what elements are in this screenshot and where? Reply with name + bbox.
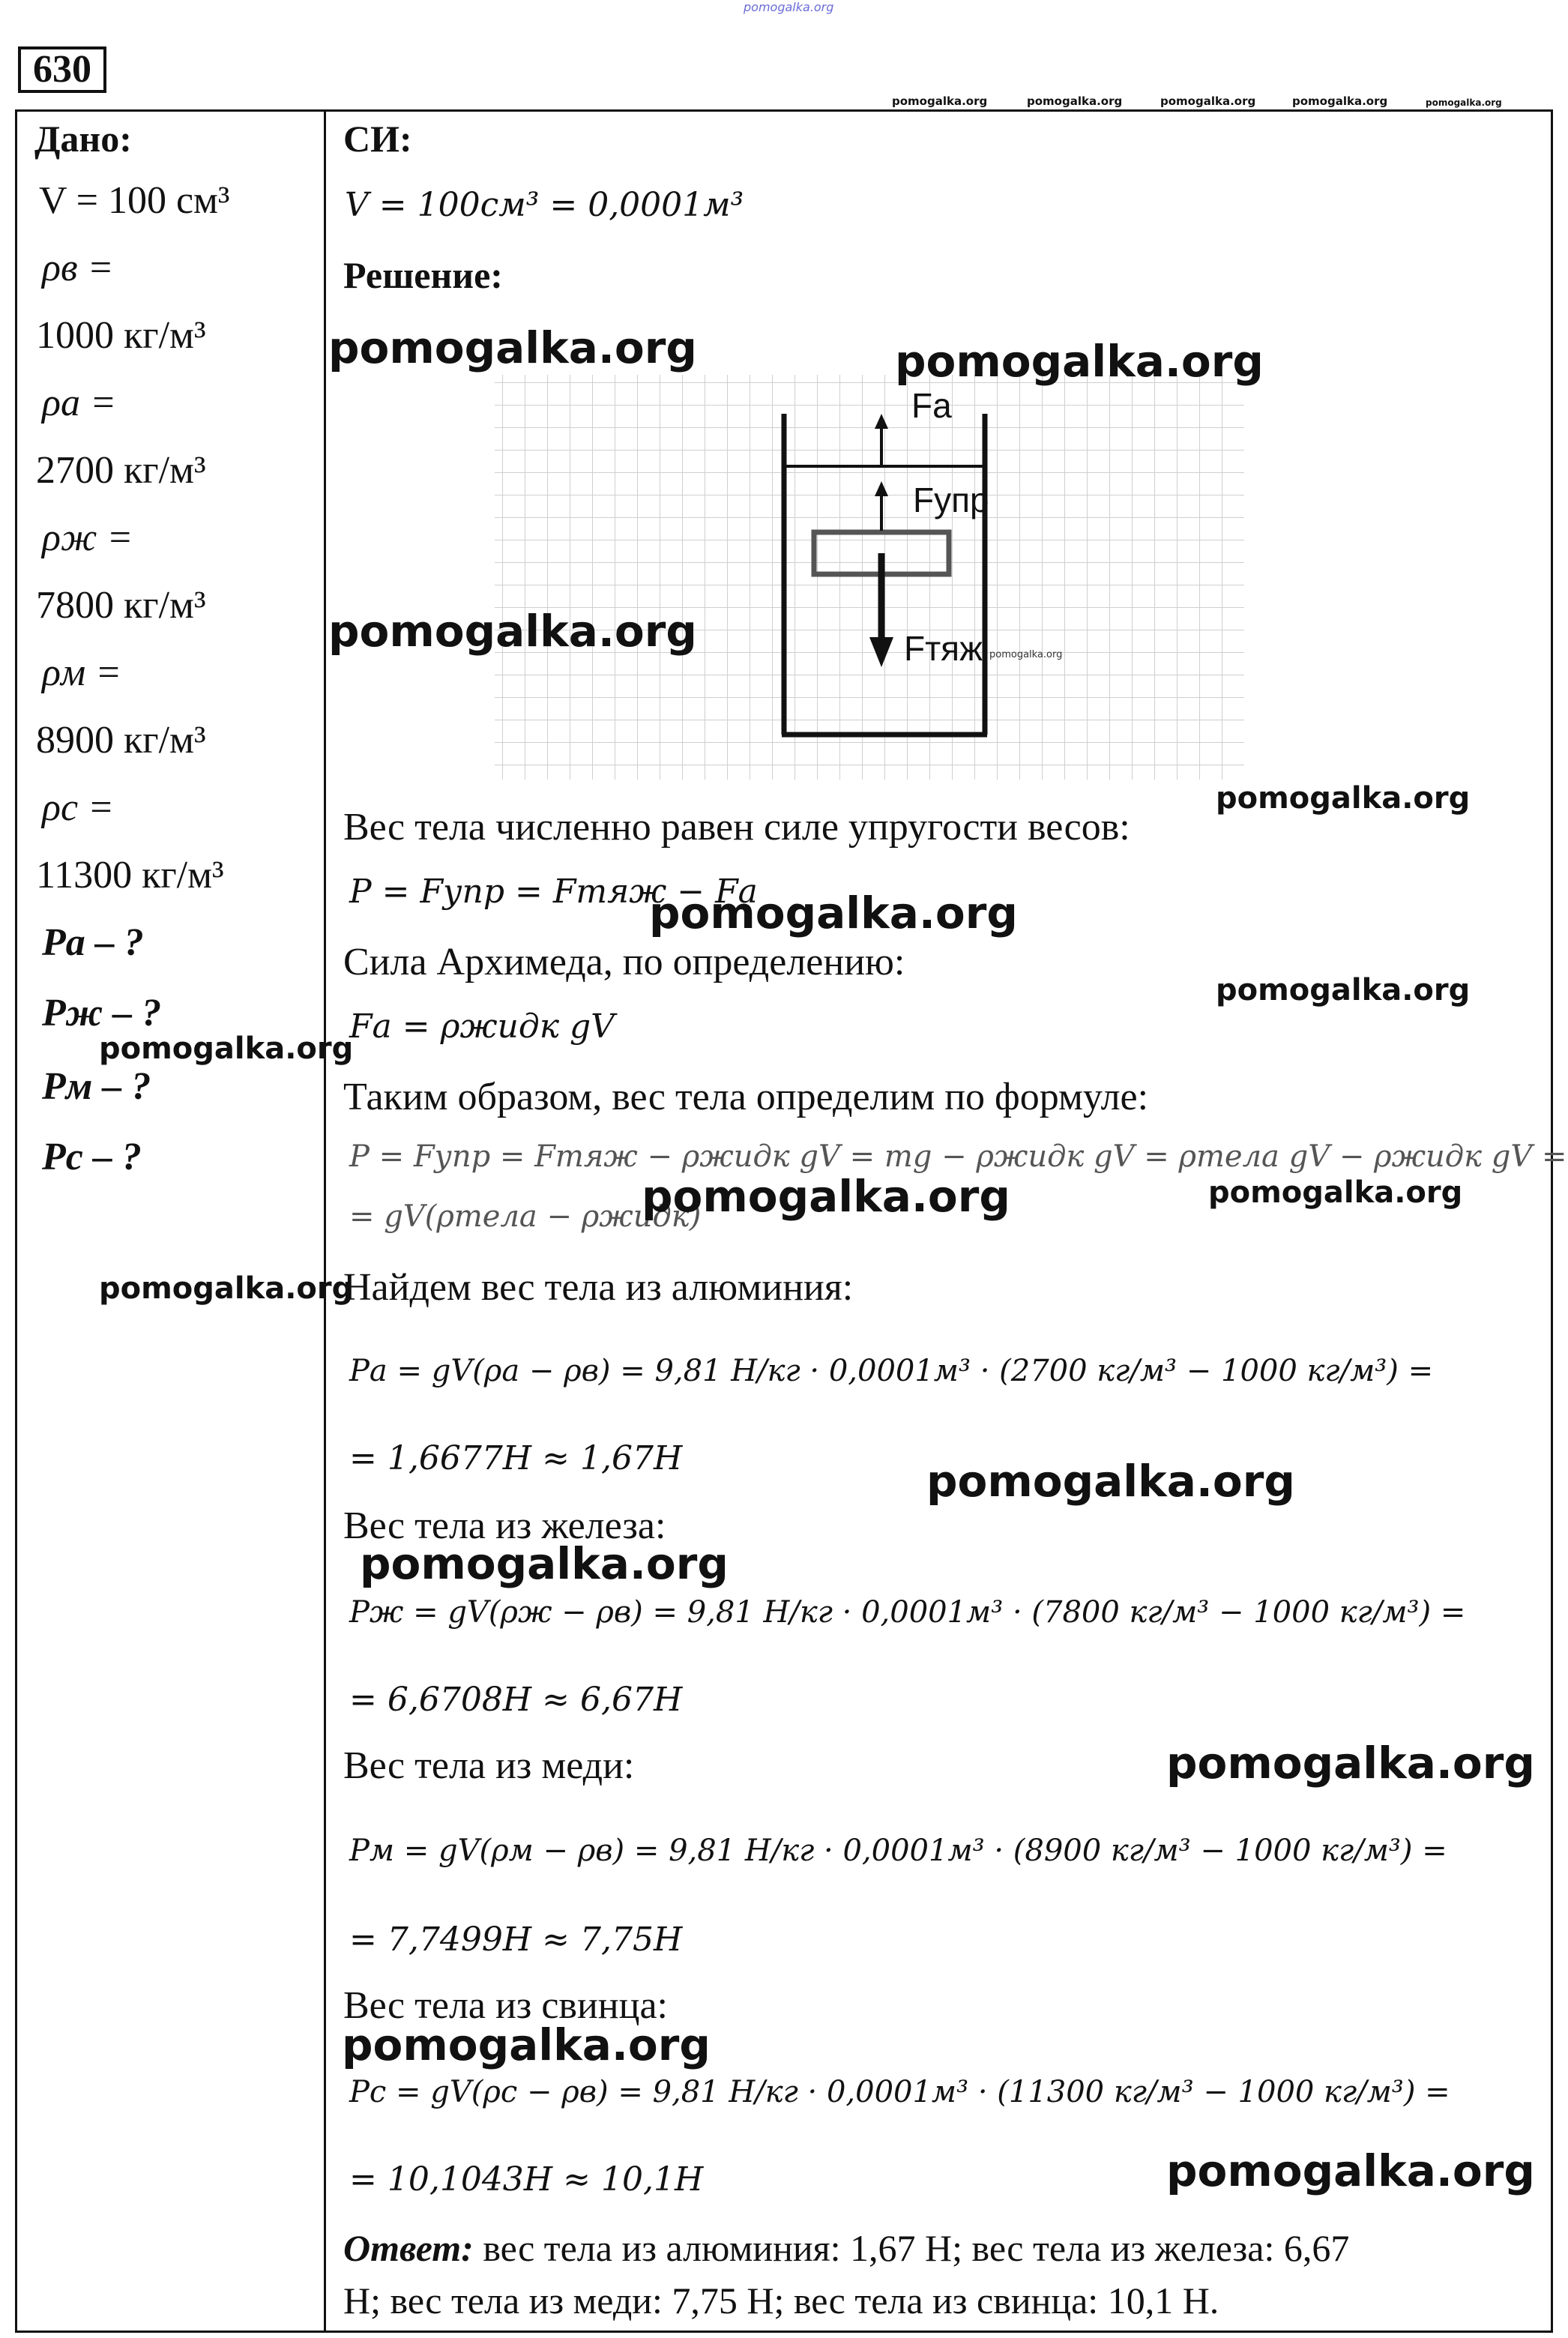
- formula-weight: P = Fупр = Fтяж − Fа: [349, 873, 758, 911]
- formula-aluminium-2: = 1,6677Н ≈ 1,67Н: [349, 1439, 683, 1477]
- given-unknown: Pм – ?: [42, 1065, 151, 1108]
- watermark: pomogalka.org: [1166, 1738, 1535, 1789]
- watermark: pomogalka.org: [1216, 781, 1471, 816]
- answer-line-2: Н; вес тела из меди: 7,75 Н; вес тела из свинца: 10,1 Н.: [343, 2280, 1219, 2322]
- text-copper: Вес тела из меди:: [343, 1744, 635, 1787]
- problem-number: 630: [18, 46, 106, 93]
- answer-line-1: [343, 2226, 1349, 2270]
- si-title: СИ:: [343, 118, 412, 160]
- answer-text-1: вес тела из алюминия: 1,67 Н; вес тела из железа: 6,67: [483, 2227, 1350, 2269]
- formula-lead-1: Pс = gV(ρс − ρв) = 9,81 Н/кг · 0,0001м³ · (11300 кг/м³ − 1000 кг/м³) =: [349, 2075, 1450, 2109]
- watermark: pomogalka.org: [642, 1171, 1010, 1222]
- formula-copper-2: = 7,7499Н ≈ 7,75Н: [349, 1920, 683, 1959]
- watermark: pomogalka.org: [328, 606, 697, 657]
- header-watermark: pomogalka.org: [1426, 97, 1502, 108]
- formula-copper-1: Pм = gV(ρм − ρв) = 9,81 Н/кг · 0,0001м³ · (8900 кг/м³ − 1000 кг/м³) =: [349, 1834, 1447, 1868]
- grid-background: [495, 375, 1244, 780]
- formula-archimedes: Fа = ρжидк gV: [349, 1007, 615, 1046]
- watermark: pomogalka.org: [342, 2019, 711, 2070]
- given-unknown: Pа – ?: [42, 921, 144, 964]
- given-item: ρс =: [42, 786, 115, 829]
- watermark: pomogalka.org: [1216, 973, 1471, 1007]
- watermark: pomogalka.org: [649, 888, 1018, 938]
- watermark: pomogalka.org: [926, 1456, 1295, 1507]
- si-formula: V = 100см³ = 0,0001м³: [345, 186, 744, 224]
- text-thus: Таким образом, вес тела определим по формуле:: [343, 1076, 1149, 1118]
- given-item: V = 100 см³: [39, 179, 230, 222]
- formula-aluminium-1: Pа = gV(ρа − ρв) = 9,81 Н/кг · 0,0001м³ · (2700 кг/м³ − 1000 кг/м³) =: [349, 1354, 1434, 1388]
- text-iron: Вес тела из железа:: [343, 1504, 666, 1547]
- given-item: 1000 кг/м³: [36, 314, 206, 357]
- text-lead: Вес тела из свинца:: [343, 1984, 668, 2027]
- given-item: ρа =: [42, 382, 117, 424]
- watermark: pomogalka.org: [99, 1031, 354, 1066]
- watermark: pomogalka.org: [1208, 1175, 1463, 1210]
- given-item: ρв =: [42, 247, 114, 289]
- given-item: ρм =: [42, 651, 122, 694]
- watermark: pomogalka.org: [360, 1538, 729, 1589]
- given-item: 2700 кг/м³: [36, 449, 206, 492]
- header-watermark: pomogalka.org: [1027, 94, 1123, 108]
- watermark: pomogalka.org: [328, 322, 697, 373]
- watermark: pomogalka.org: [895, 336, 1264, 387]
- given-item: 11300 кг/м³: [36, 854, 224, 897]
- text-archimedes: Сила Архимеда, по определению:: [343, 941, 905, 983]
- given-unknown: Pж – ?: [42, 992, 162, 1034]
- given-item: ρж =: [42, 516, 133, 559]
- label-fa: Fа: [911, 386, 952, 425]
- given-unknown: Pс – ?: [42, 1136, 142, 1178]
- top-watermark: pomogalka.org: [744, 0, 834, 14]
- header-watermark: pomogalka.org: [1160, 94, 1256, 108]
- given-title: Дано:: [34, 118, 132, 160]
- diagram-tiny-watermark: pomogalka.org: [989, 649, 1063, 660]
- header-watermark: pomogalka.org: [1292, 94, 1388, 108]
- watermark: pomogalka.org: [1166, 2145, 1535, 2196]
- header-watermark: pomogalka.org: [892, 94, 988, 108]
- formula-lead-2: = 10,1043Н ≈ 10,1Н: [349, 2160, 704, 2199]
- formula-thus-1: P = Fупр = Fтяж − ρжидк gV = mg − ρжидк gV = ρтела gV − ρжидк gV =: [349, 1139, 1567, 1174]
- text-weight: Вес тела численно равен силе упругости весов:: [343, 806, 1130, 849]
- formula-thus-2: = gV(ρтела − ρжидк): [349, 1199, 702, 1234]
- watermark: pomogalka.org: [99, 1271, 354, 1306]
- label-ftyazh: Fтяж: [904, 629, 983, 668]
- formula-iron-1: Pж = gV(ρж − ρв) = 9,81 Н/кг · 0,0001м³ · (7800 кг/м³ − 1000 кг/м³) =: [349, 1595, 1466, 1630]
- given-item: 7800 кг/м³: [36, 584, 206, 627]
- solution-title: Решение:: [343, 254, 503, 296]
- label-fupr: Fупр: [913, 480, 989, 519]
- force-diagram: [480, 360, 1259, 795]
- formula-iron-2: = 6,6708Н ≈ 6,67Н: [349, 1681, 683, 1719]
- column-divider: [324, 109, 326, 2333]
- text-aluminium: Найдем вес тела из алюминия:: [343, 1266, 854, 1309]
- given-item: 8900 кг/м³: [36, 719, 206, 762]
- answer-label: Ответ:: [343, 2227, 474, 2269]
